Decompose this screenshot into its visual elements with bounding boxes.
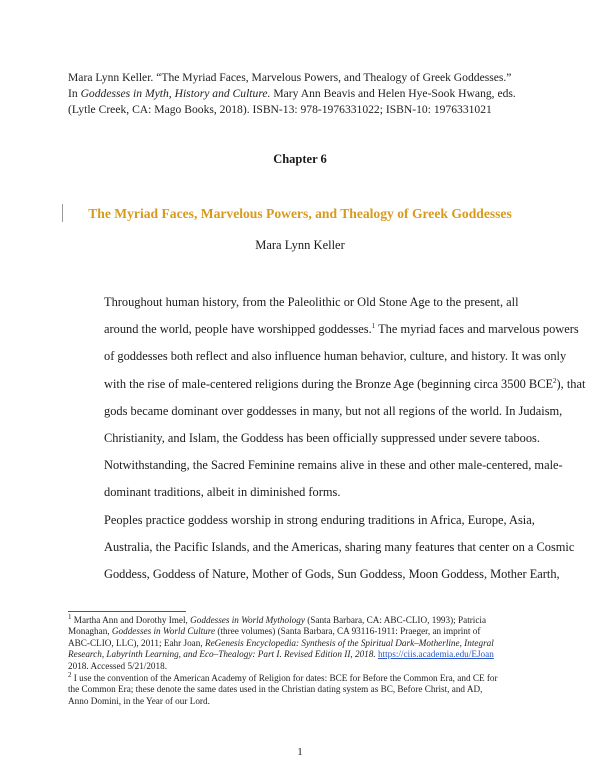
footnote-separator (68, 611, 186, 612)
chapter-heading: Chapter 6 (273, 152, 327, 166)
academia-link[interactable]: https://ciis.academia.edu/EJoan (377, 649, 494, 660)
footnote-ref-1[interactable]: 1 (371, 322, 376, 331)
footnote-number: 2 (68, 670, 72, 679)
citation-line-1: Mara Lynn Keller. “The Myriad Faces, Marvelous Powers, and Thealogy of Greek Goddesses.” (68, 71, 512, 84)
citation-book-title: Goddesses in Myth, History and Culture. (80, 87, 271, 100)
paragraph-2 (68, 507, 575, 589)
body-line: dominant traditions, albeit in diminished forms. (104, 485, 341, 500)
page-number: 1 (297, 746, 303, 758)
citation-block (68, 70, 548, 118)
paragraph-1 (68, 289, 586, 507)
chapter-title: The Myriad Faces, Marvelous Powers, and Thealogy of Greek Goddesses (88, 206, 512, 221)
footnote-number: 1 (68, 612, 72, 621)
body-line: Christianity, and Islam, the Goddess has been officially suppressed under severe taboos. (104, 431, 540, 446)
body-text (68, 289, 586, 588)
citation-line-3: (Lytle Creek, CA: Mago Books, 2018). ISBN-13: 978-1976331022; ISBN-10: 1976331021 (68, 103, 492, 116)
body-line: Goddess, Goddess of Nature, Mother of Gods, Sun Goddess, Moon Goddess, Mother Earth, (104, 567, 560, 582)
body-line: with the rise of male-centered religions during the Bronze Age (beginning circa 3500 BCE$^2$), that (104, 376, 586, 391)
footnote-2: $^2$ I use the convention of the American Academy of Religion for dates: BCE for Before the Common Era, and CE for the Common Era; these denote the same dates used in the Christian dating system as BC, Before Christ, and AD, Anno Domini, in the Year of our Lord. (68, 670, 498, 706)
footnote-1: $^1$ Martha Ann and Dorothy Imel, Goddesses in World Mythology (Santa Barbara, CA: ABC-CLIO, 1993); Patricia Monaghan, Goddesses in World Culture (three volumes) (Santa Barbara, CA 93116-1911: Praeger, an imprint of ABC-CLIO, LLC), 2011; Eahr Joan, ReGenesis Encyclopedia: Synthesis of the Spiritual Dark–Motherline, Integral Research, Labyrinth Learning, and Eco–Thealogy: Part I. Revised Edition II, 2018. https://ciis.academia.edu/EJoan 2018. Accessed 5/21/2018. (68, 612, 494, 671)
body-line: Peoples practice goddess worship in strong enduring traditions in Africa, Europe, Asia, (104, 512, 535, 527)
body-line: around the world, people have worshipped goddesses.$^1$ The myriad faces and marvelous powers (104, 322, 579, 337)
body-line: gods became dominant over goddesses in many, but not all regions of the world. In Judaism, (104, 403, 563, 418)
citation-line-2-suffix: Mary Ann Beavis and Helen Hye-Sook Hwang, eds. (270, 87, 516, 100)
body-line: of goddesses both reflect and also influence human behavior, culture, and history. It was only (104, 349, 567, 364)
author-name: Mara Lynn Keller (255, 238, 345, 252)
footnotes (68, 612, 534, 708)
footnote-ref-2[interactable]: 2 (553, 376, 557, 385)
body-line: Throughout human history, from the Paleolithic or Old Stone Age to the present, all (104, 295, 519, 309)
citation-line-2-prefix: In (68, 87, 81, 100)
body-line: Notwithstanding, the Sacred Feminine remains alive in these and other male-centered, male- (104, 458, 563, 473)
body-line: Australia, the Pacific Islands, and the Americas, sharing many features that center on a Cosmic (104, 539, 575, 554)
